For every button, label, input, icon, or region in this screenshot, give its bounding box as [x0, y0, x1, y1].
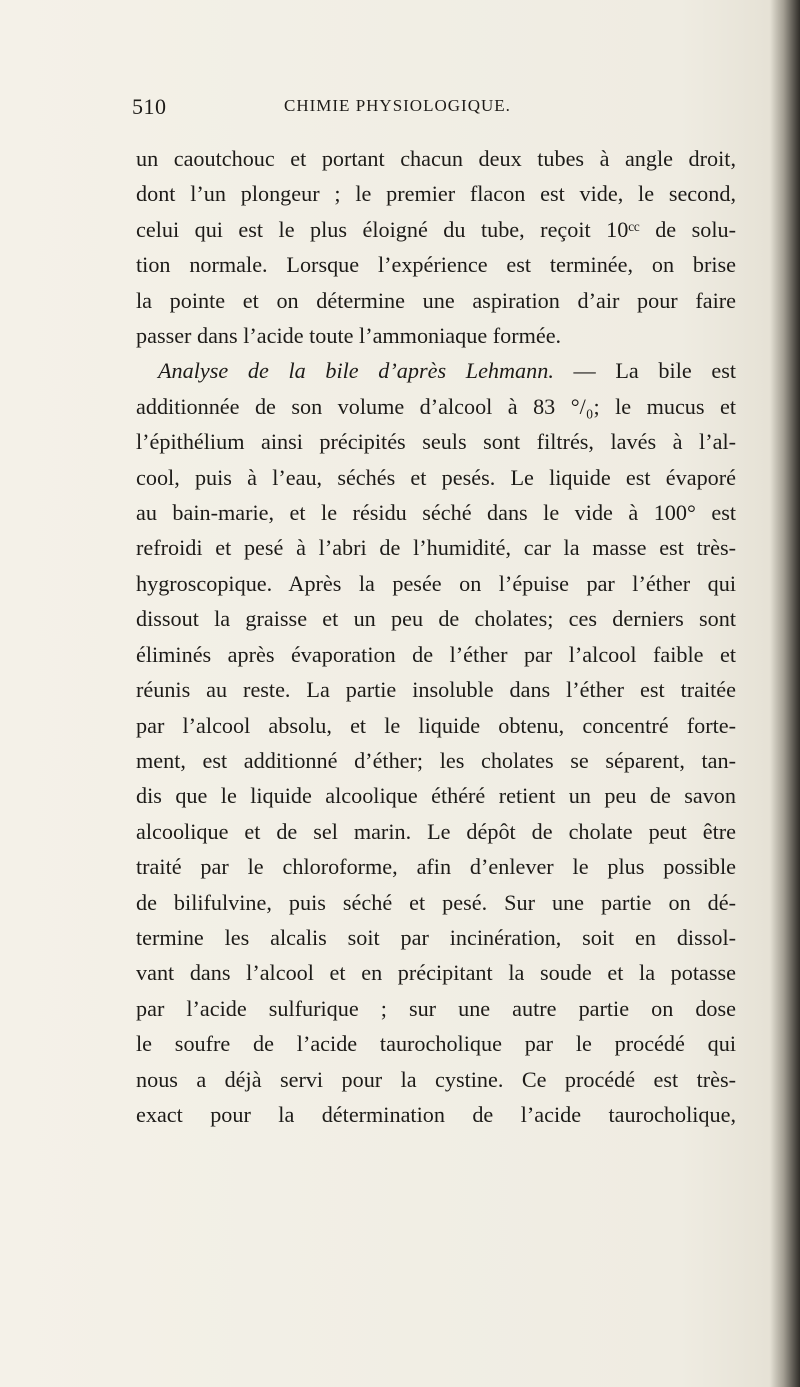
- text-line-heading: [136, 353, 736, 388]
- text-line: celui qui est le plus éloigné du tube, reçoit 10ᶜᶜ de solu-: [136, 216, 736, 242]
- paragraph-2: [136, 353, 736, 1132]
- text-line: de bilifulvine, puis séché et pesé. Sur une partie on dé-: [136, 889, 736, 915]
- text-line: exact pour la détermination de l’acide taurocholique,: [136, 1101, 736, 1127]
- text-line: le soufre de l’acide taurocholique par le procédé qui: [136, 1031, 736, 1057]
- text-line: additionnée de son volume d’alcool à 83 °/₀; le mucus et: [136, 393, 736, 419]
- section-heading: Analyse de la bile d’après Lehmann.: [158, 358, 554, 384]
- text-line: dis que le liquide alcoolique éthéré retient un peu de savon: [136, 783, 736, 809]
- heading-continuation: — La bile est: [553, 358, 737, 384]
- text-line: vant dans l’alcool et en précipitant la soude et la potasse: [136, 960, 736, 986]
- text-line: par l’alcool absolu, et le liquide obtenu, concentré forte-: [136, 712, 736, 738]
- text-line: la pointe et on détermine une aspiration d’air pour faire: [136, 287, 736, 313]
- text-line: termine les alcalis soit par incinération, soit en dissol-: [136, 924, 736, 950]
- body-text: [136, 141, 736, 1132]
- text-line: par l’acide sulfurique ; sur une autre partie on dose: [136, 995, 736, 1021]
- text-line: tion normale. Lorsque l’expérience est terminée, on brise: [136, 252, 736, 278]
- text-line: hygroscopique. Après la pesée on l’épuise par l’éther qui: [136, 570, 736, 596]
- paragraph-1: [136, 141, 736, 353]
- text-line: dissout la graisse et un peu de cholates; ces derniers sont: [136, 606, 736, 632]
- text-line: au bain-marie, et le résidu séché dans le vide à 100° est: [136, 500, 736, 526]
- text-line: traité par le chloroforme, afin d’enlever le plus possible: [136, 854, 736, 880]
- text-line: refroidi et pesé à l’abri de l’humidité, car la masse est très-: [136, 535, 736, 561]
- text-line: éliminés après évaporation de l’éther par l’alcool faible et: [136, 641, 736, 667]
- text-line: l’épithélium ainsi précipités seuls sont filtrés, lavés à l’al-: [136, 429, 736, 455]
- text-line: alcoolique et de sel marin. Le dépôt de cholate peut être: [136, 818, 736, 844]
- page-header: [132, 94, 732, 134]
- page-edge-shadow: [770, 0, 800, 1387]
- text-line: nous a déjà servi pour la cystine. Ce procédé est très-: [136, 1066, 736, 1092]
- text-line: dont l’un plongeur ; le premier flacon est vide, le second,: [136, 181, 736, 207]
- text-line: ment, est additionné d’éther; les cholates se séparent, tan-: [136, 747, 736, 773]
- text-line: cool, puis à l’eau, séchés et pesés. Le liquide est évaporé: [136, 464, 736, 490]
- page-number: 510: [132, 94, 167, 119]
- text-line: un caoutchouc et portant chacun deux tubes à angle droit,: [136, 146, 736, 171]
- text-line: passer dans l’acide toute l’ammoniaque formée.: [136, 323, 562, 349]
- text-line: réunis au reste. La partie insoluble dans l’éther est traitée: [136, 677, 736, 703]
- running-title: CHIMIE PHYSIOLOGIQUE.: [284, 96, 511, 115]
